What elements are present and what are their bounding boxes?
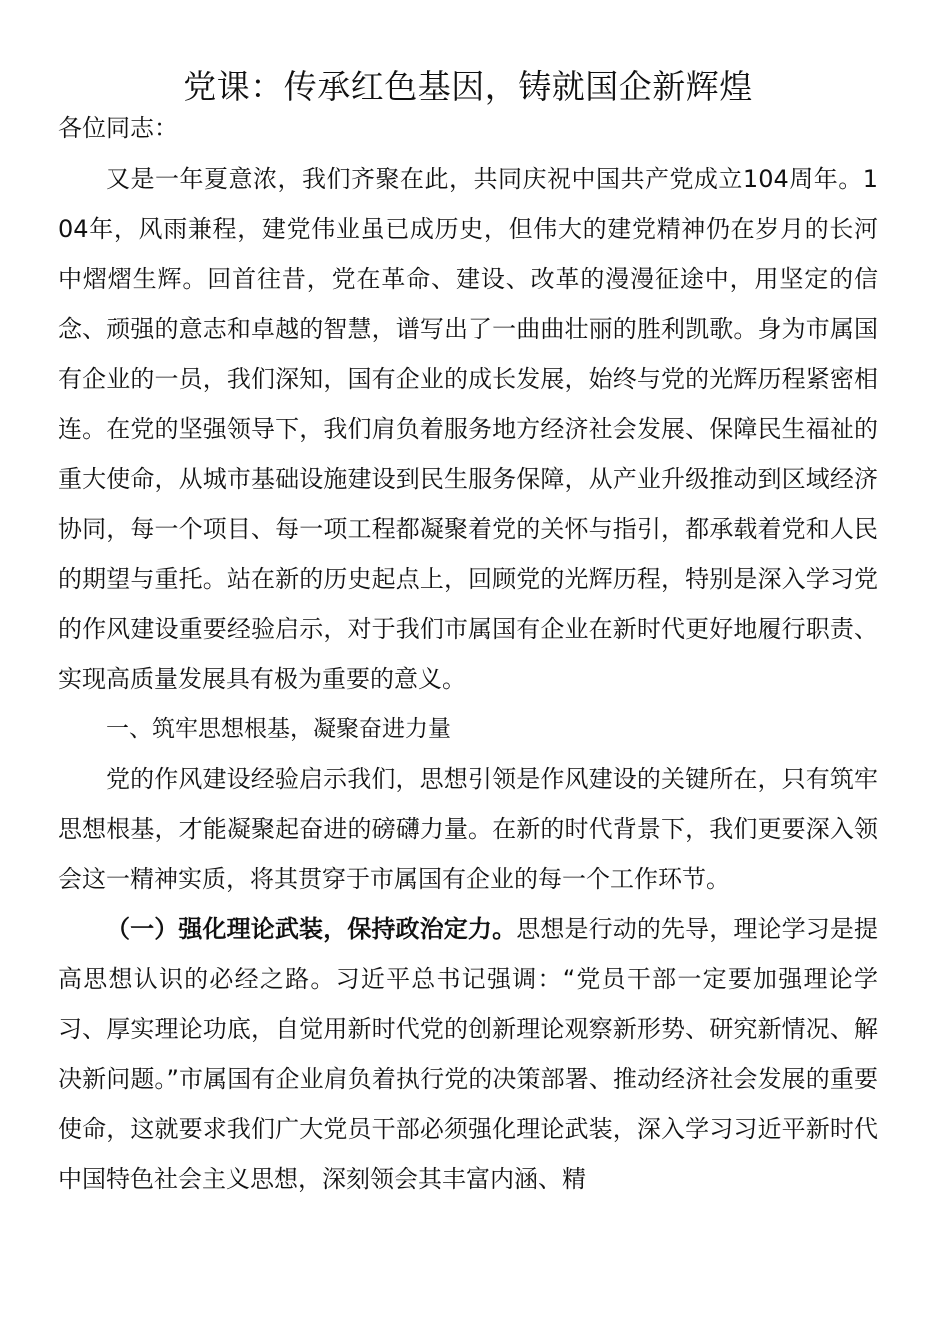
subsection-1-paragraph (58, 904, 878, 1204)
subsection-1-body: 思想是行动的先导，理论学习是提高思想认识的必经之路。习近平总书记强调：“党员干部一定要加强理论学习、厚实理论功底，自觉用新时代党的创新理论观察新形势、研究新情况、解决新问题。”市属国有企业肩负着执行党的决策部署、推动经济社会发展的重要使命，这就要求我们广大党员干部必须强化理论武装，深入学习习近平新时代中国特色社会主义思想，深刻领会其丰富内涵、精 (58, 915, 879, 1193)
section-1-paragraph: 党的作风建设经验启示我们，思想引领是作风建设的关键所在，只有筑牢思想根基，才能凝聚起奋进的磅礴力量。在新的时代背景下，我们更要深入领会这一精神实质，将其贯穿于市属国有企业的每一个工作环节。 (58, 765, 878, 893)
salutation: 各位同志： (58, 114, 178, 142)
intro-paragraph: 又是一年夏意浓，我们齐聚在此，共同庆祝中国共产党成立104周年。104年，风雨兼程，建党伟业虽已成历史，但伟大的建党精神仍在岁月的长河中熠熠生辉。回首往昔，党在革命、建设、改革的漫漫征途中，用坚定的信念、顽强的意志和卓越的智慧，谱写出了一曲曲壮丽的胜利凯歌。身为市属国有企业的一员，我们深知，国有企业的成长发展，始终与党的光辉历程紧密相连。在党的坚强领导下，我们肩负着服务地方经济社会发展、保障民生福祉的重大使命，从城市基础设施建设到民生服务保障，从产业升级推动到区域经济协同，每一个项目、每一项工程都凝聚着党的关怀与指引，都承载着党和人民的期望与重托。站在新的历史起点上，回顾党的光辉历程，特别是深入学习党的作风建设重要经验启示，对于我们市属国有企业在新时代更好地履行职责、实现高质量发展具有极为重要的意义。 (58, 165, 878, 693)
section-heading-1: 一、筑牢思想根基，凝聚奋进力量 (106, 716, 451, 742)
document-title: 党课：传承红色基因，铸就国企新辉煌 (183, 67, 753, 106)
subsection-heading-1: （一）强化理论武装，保持政治定力。 (106, 915, 517, 943)
